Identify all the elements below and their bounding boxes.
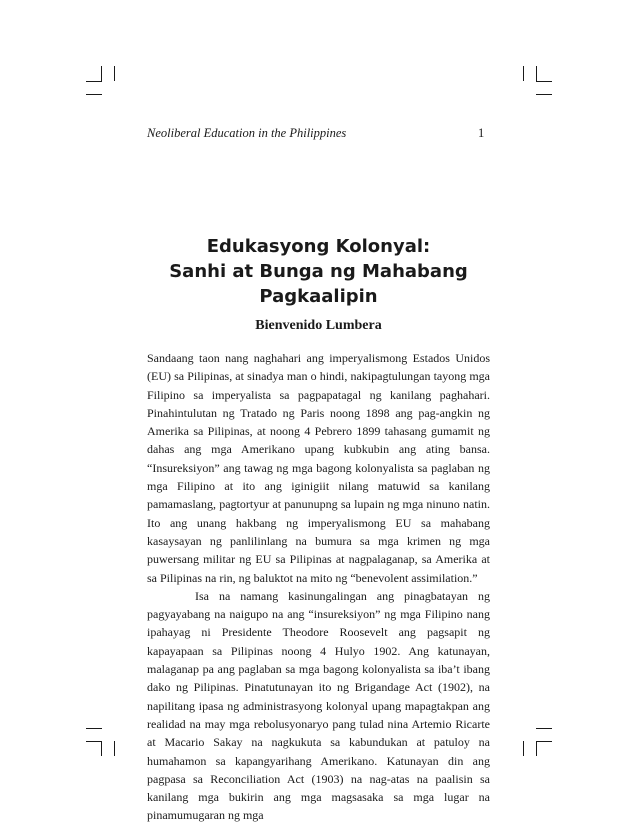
crop-mark-bottom-left-vertical-outer xyxy=(114,741,115,756)
crop-mark-bottom-left-vertical xyxy=(101,741,102,756)
paragraph-2: Isa na namang kasinungalingan ang pinagbatayan ng pagyayabang na naigupo na ang “insureksiyon” ng mga Filipino nang ipahayag ni Presidente Theodore Roosevelt ang pagsapit ng kapayapaan sa Pilipinas noong 4 Hulyo 1902. Ang katunayan, malaganap pa ang paglaban sa mga bagong kolonyalista sa iba’t ibang dako ng Pilipinas. Pinatutunayan ito ng Brigandage Act (1902), na napilitang ipasa ng administrasyong kolonyal upang mapagtakpan ang realidad na may mga rebolusyonaryo pang tulad nina Artemio Ricarte at Macario Sakay na nagkukuta sa kabundukan at patuloy na humahamon sa kapangyarihang Amerikano. Katunayan din ang pagpasa sa Reconciliation Act (1903) na nag-atas na paalisin sa kanilang mga bukirin ang mga magsasaka sa mga lugar na pinamumugaran ng mga xyxy=(147,588,490,823)
paragraph-1: Sandaang taon nang naghahari ang imperyalismong Estados Unidos (EU) sa Pilipinas, at sinadya man o hindi, nakipagtulungan tayong mga Filipino sa imperyalista sa pagpapatagal ng kanilang paghahari. Pinahintulutan ng Tratado ng Paris noong 1898 ang pag-angkin ng Amerika sa Pilipinas, at noong 4 Pebrero 1899 tahasang gumamit ng dahas ang mga Amerikano upang kubkubin ang ating bansa. “Insureksiyon” ang tawag ng mga bagong kolonyalista sa paglaban ng mga Filipino at ito ang iginigiit nilang matuwid sa kanilang pamamaslang, pagtortyur at panunupng sa lupain ng mga ninuno natin. Ito ang unang hakbang ng imperyalismong EU sa mahabang kasaysayan ng panlilinlang na bumura sa mga krimen ng mga puwersang militar ng EU sa Pilipinas at nagpalaganap, sa Amerika at sa Pilipinas na rin, ng baluktot na mito ng “benevolent assimilation.” xyxy=(147,351,490,585)
crop-mark-top-right-vertical-outer xyxy=(536,66,537,81)
crop-mark-top-right-vertical xyxy=(523,66,524,81)
author-name: Bienvenido Lumbera xyxy=(255,318,382,333)
running-head: Neoliberal Education in the Philippines xyxy=(147,126,347,140)
article-title-line-3: Pagkaalipin xyxy=(259,286,378,307)
crop-mark-top-left-vertical xyxy=(101,66,102,81)
crop-mark-bottom-left-horizontal xyxy=(86,741,102,742)
crop-mark-bottom-right-horizontal xyxy=(536,741,552,742)
article-title-line-1: Edukasyong Kolonyal: xyxy=(206,236,431,257)
crop-mark-top-right-horizontal xyxy=(536,81,552,82)
crop-mark-bottom-right-vertical-outer xyxy=(536,741,537,756)
crop-mark-top-left-horizontal-outer xyxy=(86,94,102,95)
crop-mark-bottom-left-horizontal-outer xyxy=(86,728,102,729)
crop-mark-top-right-horizontal-outer xyxy=(536,94,552,95)
crop-mark-bottom-right-horizontal-outer xyxy=(536,728,552,729)
crop-mark-top-left-vertical-outer xyxy=(114,66,115,81)
article-title-line-2: Sanhi at Bunga ng Mahabang xyxy=(169,261,468,282)
crop-mark-top-left-horizontal xyxy=(86,81,102,82)
body-text xyxy=(147,349,490,825)
article-title xyxy=(147,234,490,309)
page-number: 1 xyxy=(478,126,485,140)
crop-mark-bottom-right-vertical xyxy=(523,741,524,756)
